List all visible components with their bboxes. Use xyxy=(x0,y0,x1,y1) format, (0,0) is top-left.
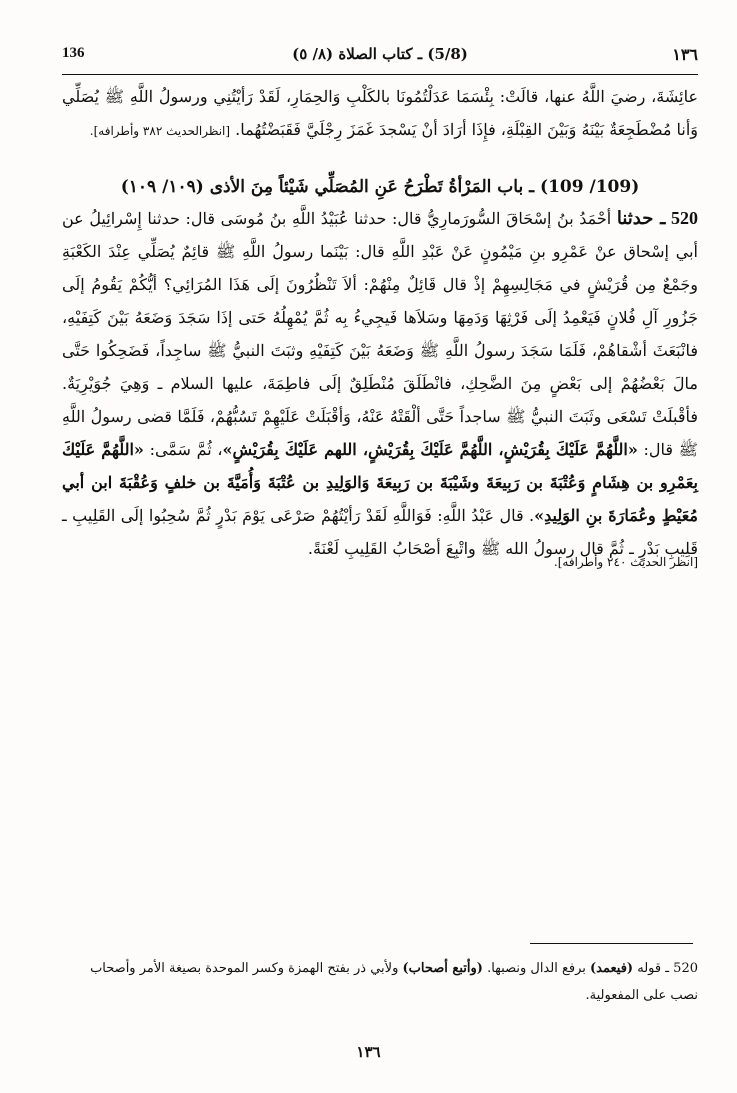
page-number-arabic: ١٣٦ xyxy=(672,45,698,64)
hadith-reference: [انظر الحديث ٢٤٠ وأطرافه]. xyxy=(553,555,698,569)
hadith-paragraph xyxy=(62,202,698,565)
hadith-dua-1: «اللَّهُمَّ عَلَيْكَ بِقُرَيْشٍ، اللَّهُمَّ عَلَيْكَ بِقُرَيْشٍ، اللهم عَلَيْكَ بِقُرَيْشٍ» xyxy=(222,440,638,459)
footnote-keyword-2: (وأتبع أصحاب) xyxy=(402,961,483,976)
intro-reference: [انظرالحديث ٣٨٢ وأطرافه]. xyxy=(89,124,231,138)
chapter-heading: (109/ 109) ـ باب المَرْأةُ تَطْرَحُ عَنِ المُصَلِّي شَيْئاً مِنَ الأذى (١٠٩/ ١٠٩) xyxy=(120,177,640,197)
footnote xyxy=(62,955,698,1009)
hadith-text-1: أحْمَدُ بنُ إسْحَاقَ السُّورَمارِيُّ قال: حدثنا عُبَيْدُ اللَّهِ بنُ مُوسَى قال: حدثنا إِسْرائِيلُ عن أبي إسْحاق عنْ عَمْرِو بنِ مَيْمُونٍ عَنْ عَبْدِ اللَّهِ قال: بَيْنَما رسولُ اللَّهِ ﷺ قائِمٌ يُصَلِّي عِنْدَ الكَعْبَةِ وجَمْعٌ مِن قُرَيْشٍ في مَجَالِسِهِمْ إذْ قال قَائِلٌ مِنْهُمْ: ألاَ تَنْظُرُونَ إلَى هَذَا المُرَائِي؟ أيُّكُمْ يَقُومُ إلَى جَزُورِ آلِ فُلانٍ فَيَعْمِدُ إلَى فَرْثِهَا وَدَمِهَا وسَلاَها فَيجِيءُ بِه ثُمَّ يُمْهِلُهُ حَتى إذَا سَجَدَ وَضَعَهُ بَيْنَ كَتِفَيْهِ، فانْبَعَثَ أشْقاهُمْ، فَلَمَا سَجَدَ رسولُ اللَّهِ ﷺ وَضَعَهُ بَيْنَ كَتِفَيْهِ وثبَتَ النبيُّ ﷺ ساجِداً، فَضَحِكُوا حَتَّى مالَ بَعْضُهُمْ إلى بَعْضٍ مِنَ الضَّحِكِ، فانْطَلَقَ مُنْطَلِقٌ إلَى فاطِمَةَ، عليها السلام ـ وَهِيَ جُوَيْرِيَةٌ. فأقْبلَتْ تَسْعَى وثَبَتَ النبيُّ ﷺ ساجداً حَتَّى ألْقَتْهُ عَنْهُ، وَأقْبَلَتْ عَلَيْهِمْ تَسُبُّهُمْ، فَلَمَّا قضى رسولُ اللَّهِ ﷺ قال: xyxy=(62,209,699,459)
running-title: (5/8) ـ كتاب الصلاة (٨/ ٥) xyxy=(292,45,468,63)
page-header xyxy=(62,38,698,75)
intro-text: عائِشَةَ، رضيَ اللَّهُ عنها، قالَتْ: بِئْسَمَا عَدَلْتُمُونَا بالكَلْبِ وَالحِمَارِ، لَقَدْ رَأيْتُنِي ورسولُ اللَّهِ ﷺ يُصَلِّي وَأنا مُضْطَجِعَةٌ بَيْنَهُ وَبَيْنَ القِبْلَةِ، فإِذَا أرَادَ أنْ يَسْجدَ غَمَزَ رِجْلَيَّ فَقَبَضْتُهُما. xyxy=(62,87,698,139)
hadith-text-3: . قال عَبْدُ اللَّهِ: فَوَاللَّهِ لَقَدْ رَأيْتُهُمْ صَرْعَى يَوْمَ بَدْرٍ ثُمَّ سُحِبُوا إلَى القَلِيبِ ـ قَلِيبِ بَدْرٍ ـ ثُمَّ قال رسولُ الله ﷺ واتْبِعَ أصْحَابُ القَلِيبِ لَعْنَةً. xyxy=(62,506,698,558)
footnote-text-1: برفع الدال ونصبها. xyxy=(487,961,586,976)
page-footer-number: ١٣٦ xyxy=(356,1043,381,1061)
intro-paragraph xyxy=(62,80,698,148)
footnote-text-2: ولأبي ذر بفتح الهمزة وكسر الموحدة بصيغة الأمر وأصحاب نصب على المفعولية. xyxy=(90,961,698,1003)
footnote-keyword-1: (فيعمد) xyxy=(590,961,634,976)
hadith-text-2: ، ثُمَّ سَمَّى: xyxy=(149,440,223,459)
footnote-divider xyxy=(530,943,693,944)
hadith-number: 520 xyxy=(670,208,698,228)
page-number-latin: 136 xyxy=(62,45,85,61)
hadith-dua-2: «اللَّهُمَّ عَلَيْكَ بِعَمْرِو بن هِشَامٍ وَعُتْبَةَ بن رَبِيعَةَ وشَيْبَةَ بن رَبِيعَةَ وَالوَلِيدِ بن عُتْبَةَ وَأُمَيَّةَ بن خلفٍ وَعُقْبَةَ ابن أبي مُعَيْطٍ وعُمَارَةَ بنِ الوَلِيدِ» xyxy=(62,440,699,525)
footnote-prefix: 520 ـ قوله xyxy=(637,961,698,976)
hadith-label: ـ حدثنا xyxy=(616,208,666,229)
